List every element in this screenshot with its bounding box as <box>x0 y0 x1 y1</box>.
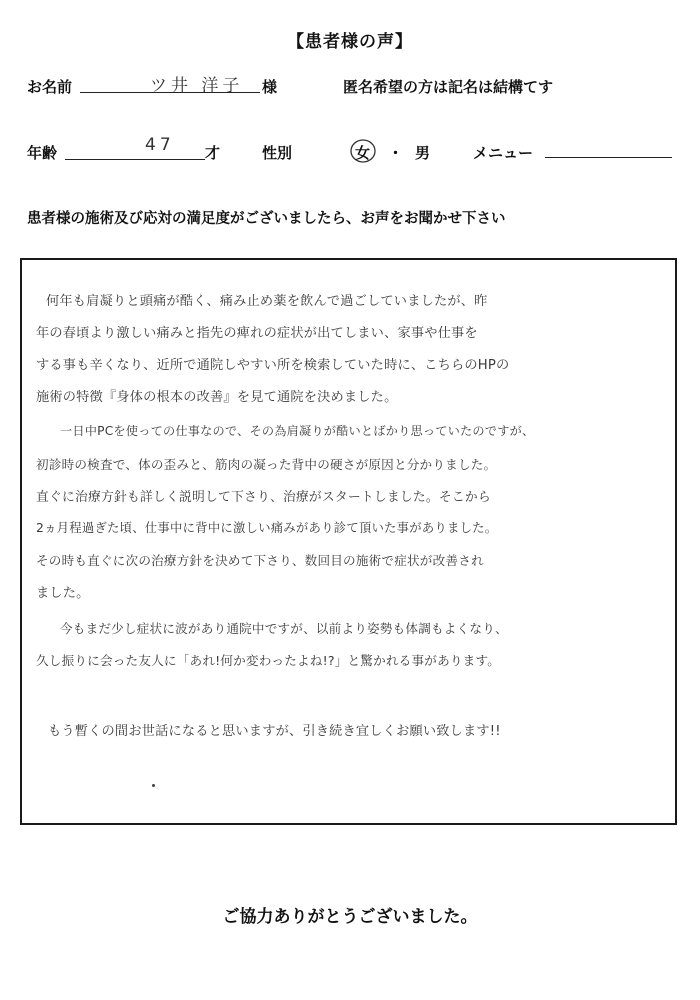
age-unit: 才 <box>205 144 221 162</box>
testimonial-line: もう暫くの間お世話になると思いますが、引き続き宜しくお願い致します!! <box>48 724 501 739</box>
gender-female-option[interactable] <box>349 138 377 164</box>
anonymous-note: 匿名希望の方は記名は結構てす <box>343 78 554 96</box>
testimonial-line: 初診時の検査で、体の歪みと、筋肉の凝った背中の硬さが原因と分かりました。 <box>36 457 497 472</box>
testimonial-line: する事も辛くなり、近所で通院しやすい所を検索していた時に、こちらのHPの <box>36 358 510 373</box>
testimonial-line: 今もまだ少し症状に波があり通院中ですが、以前より姿勢も体調もよくなり、 <box>60 621 508 636</box>
testimonial-line: 年の春頃より激しい痛みと指先の痺れの症状が出てしまい、家事や仕事を <box>36 326 478 341</box>
ink-dot <box>152 784 155 787</box>
gender-female-label: 女 <box>355 144 371 162</box>
gender-male-option[interactable]: 男 <box>415 144 431 162</box>
age-underline <box>65 159 205 160</box>
menu-label: メニュー <box>473 144 534 162</box>
testimonial-line: 直ぐに治療方針も詳しく説明して下さり、治療がスタートしました。そこから <box>36 490 491 505</box>
honorific: 様 <box>262 78 278 96</box>
age-label: 年齢 <box>27 144 58 162</box>
testimonial-box[interactable] <box>20 258 677 825</box>
gender-separator: ・ <box>388 144 404 162</box>
testimonial-line: 一日中PCを使っての仕事なので、その為肩凝りが酷いとばかり思っていたのですが、 <box>60 424 535 438</box>
testimonial-line: ました。 <box>36 586 90 601</box>
name-label: お名前 <box>27 78 73 96</box>
menu-underline <box>545 157 672 158</box>
age-value[interactable]: 47 <box>145 135 175 155</box>
gender-label: 性別 <box>262 144 293 162</box>
name-value[interactable]: ツ井 洋子 <box>150 76 244 96</box>
page-title: 【患者様の声】 <box>287 32 413 52</box>
thanks-message: ご協力ありがとうございました。 <box>222 907 478 927</box>
testimonial-line: 久し振りに会った友人に「あれ!何か変わったよね!?」と驚かれる事があります。 <box>36 653 501 668</box>
testimonial-line: 施術の特徴『身体の根本の改善』を見て通院を決めました。 <box>36 390 398 405</box>
instruction-text: 患者様の施術及び応対の満足度がございましたら、お声をお聞かせ下さい <box>27 211 506 227</box>
testimonial-line: 何年も肩凝りと頭痛が酷く、痛み止め薬を飲んで過ごしていましたが、昨 <box>46 294 488 309</box>
testimonial-line: その時も直ぐに次の治療方針を決めて下さり、数回目の施術で症状が改善され <box>36 553 484 568</box>
testimonial-line: 2ヵ月程過ぎた頃、仕事中に背中に激しい痛みがあり診て頂いた事がありました。 <box>36 520 498 535</box>
